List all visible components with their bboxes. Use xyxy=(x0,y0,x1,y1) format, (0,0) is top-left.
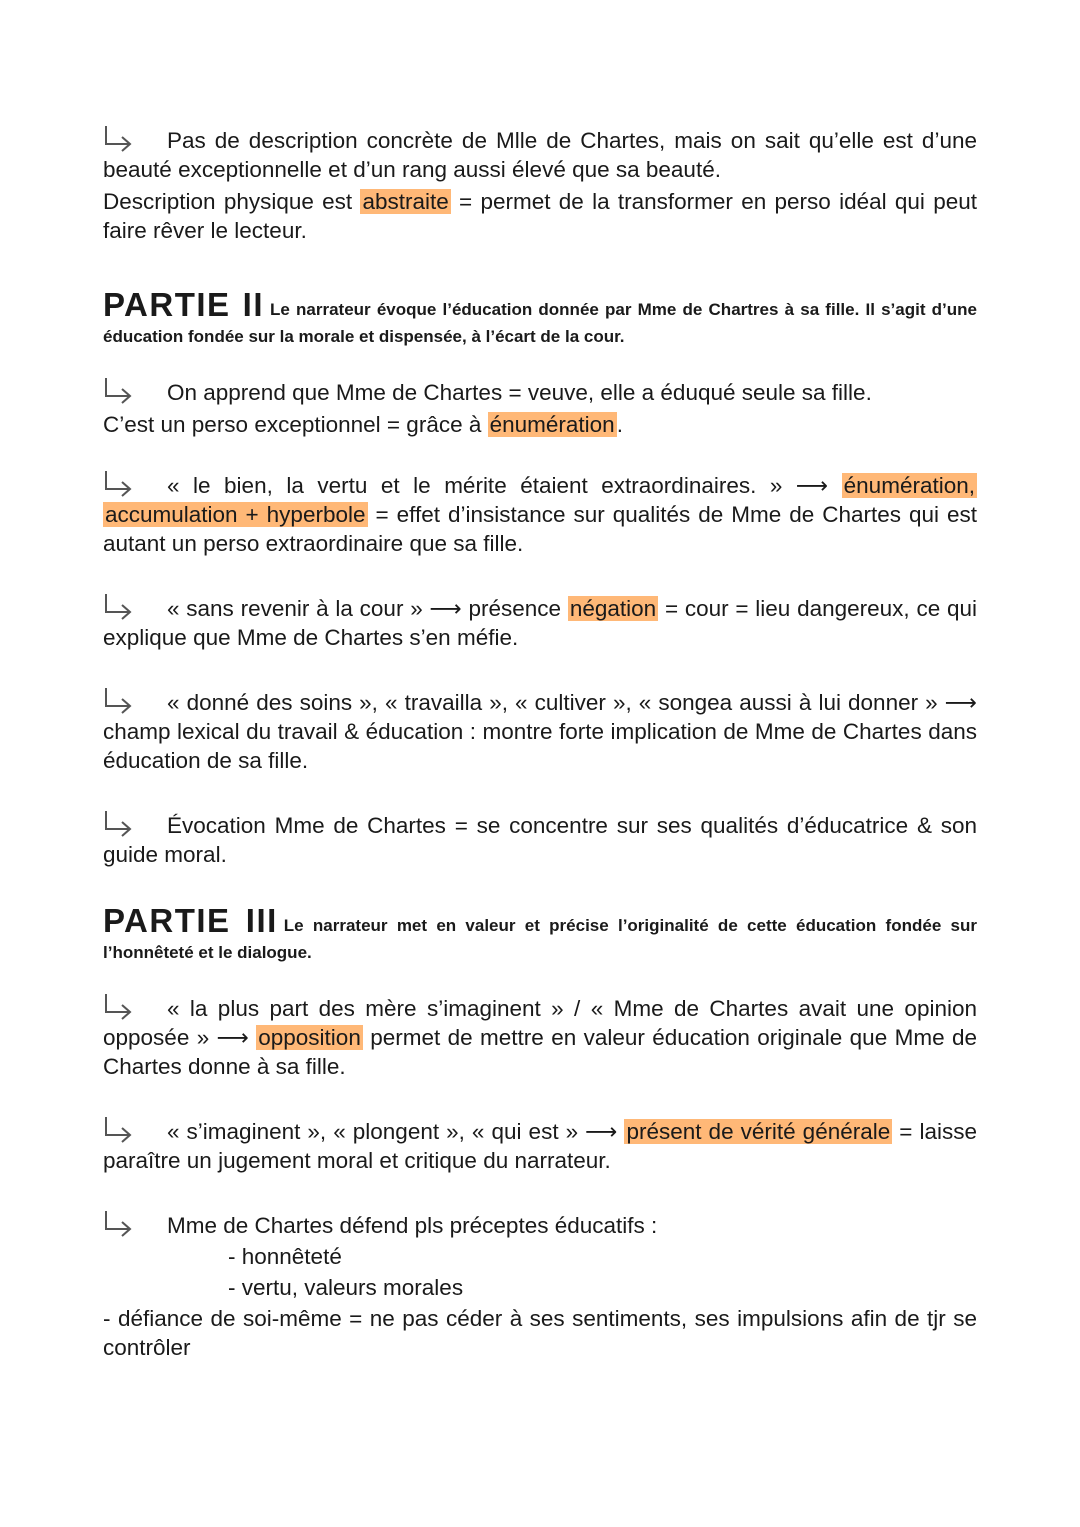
note-text: = laisse paraître un jugement moral et critique du narrateur. xyxy=(103,1119,978,1173)
list-item: - défiance de soi-même = ne pas céder à ses sentiments, ses impulsions afin de tjr se contrôler xyxy=(103,1306,977,1360)
document-page xyxy=(103,124,977,1362)
hooked-arrow-icon xyxy=(103,1115,137,1145)
highlight: accumulation + hyperbole xyxy=(105,502,366,527)
note-text: « s’imaginent », « plongent », « qui est » ⟶ xyxy=(167,1119,625,1144)
note-text: Description physique est xyxy=(103,189,361,214)
hooked-arrow-icon xyxy=(103,124,137,154)
note-text: « la plus part des mère s’imaginent » / « Mme de Chartes avait une opinion opposée » ⟶ xyxy=(103,996,977,1050)
hooked-arrow-icon xyxy=(103,1209,137,1239)
highlight: énumération xyxy=(489,412,615,437)
section-label: PARTIE II xyxy=(103,286,265,323)
note-block-5 xyxy=(103,686,977,775)
note-block-4 xyxy=(103,592,977,652)
hooked-arrow-icon xyxy=(103,992,137,1022)
section-heading-part2 xyxy=(103,286,977,350)
hooked-arrow-icon xyxy=(103,469,137,499)
section-description: Le narrateur évoque l’éducation donnée par Mme de Chartres à sa fille. Il s’agit d’une éducation fondée sur la morale et dispensée, à l’écart de la cour. xyxy=(103,300,977,346)
note-text: permet de mettre en valeur éducation originale que Mme de Chartes donne à sa fille. xyxy=(103,1025,977,1079)
hooked-arrow-icon xyxy=(103,809,137,839)
highlight: opposition xyxy=(258,1025,361,1050)
note-block-8 xyxy=(103,1115,977,1175)
highlight: négation xyxy=(569,596,657,621)
note-text: On apprend que Mme de Chartes = veuve, elle a éduqué seule sa fille. xyxy=(167,380,872,405)
note-text: Pas de description concrète de Mlle de Chartes, mais on sait qu’elle est d’une beauté exceptionnelle et d’un rang aussi élevé que sa beauté. xyxy=(103,128,977,182)
note-block-1 xyxy=(103,124,977,245)
list-item: - honnêteté xyxy=(228,1244,342,1269)
note-text: = effet d’insistance sur qualités de Mme de Chartes qui est autant un perso extraordinaire que sa fille. xyxy=(103,502,977,556)
note-text: = cour = lieu dangereux, ce qui explique que Mme de Chartes s’en méfie. xyxy=(103,596,977,650)
list-item: - vertu, valeurs morales xyxy=(228,1275,464,1300)
section-heading-part3 xyxy=(103,902,977,966)
note-block-9 xyxy=(103,1209,977,1362)
note-text: Mme de Chartes défend pls préceptes éducatifs : xyxy=(167,1213,658,1238)
note-block-3 xyxy=(103,469,977,558)
section-description: Le narrateur met en valeur et précise l’originalité de cette éducation fondée sur l’honnêteté et le dialogue. xyxy=(103,916,977,962)
note-text: Évocation Mme de Chartes = se concentre sur ses qualités d’éducatrice & son guide moral. xyxy=(103,813,977,867)
note-block-6 xyxy=(103,809,977,869)
note-text: « le bien, la vertu et le mérite étaient extraordinaires. » ⟶ xyxy=(167,473,842,498)
note-text: . xyxy=(616,412,623,437)
highlight: abstraite xyxy=(362,189,449,214)
note-text: = permet de la transformer en perso idéal qui peut faire rêver le lecteur. xyxy=(103,189,977,243)
highlight: énumération, xyxy=(843,473,975,498)
note-block-2 xyxy=(103,376,977,439)
section-label: PARTIE III xyxy=(103,902,278,939)
note-block-7 xyxy=(103,992,977,1081)
highlight: présent de vérité générale xyxy=(626,1119,891,1144)
hooked-arrow-icon xyxy=(103,592,137,622)
note-text: « donné des soins », « travailla », « cultiver », « songea aussi à lui donner » ⟶ champ lexical du travail & éducation : montre forte implication de Mme de Chartes dans éducation de sa fille. xyxy=(103,690,977,773)
note-text: C’est un perso exceptionnel = grâce à xyxy=(103,412,488,437)
hooked-arrow-icon xyxy=(103,376,137,406)
note-text: « sans revenir à la cour » ⟶ présence xyxy=(167,596,568,621)
hooked-arrow-icon xyxy=(103,686,137,716)
